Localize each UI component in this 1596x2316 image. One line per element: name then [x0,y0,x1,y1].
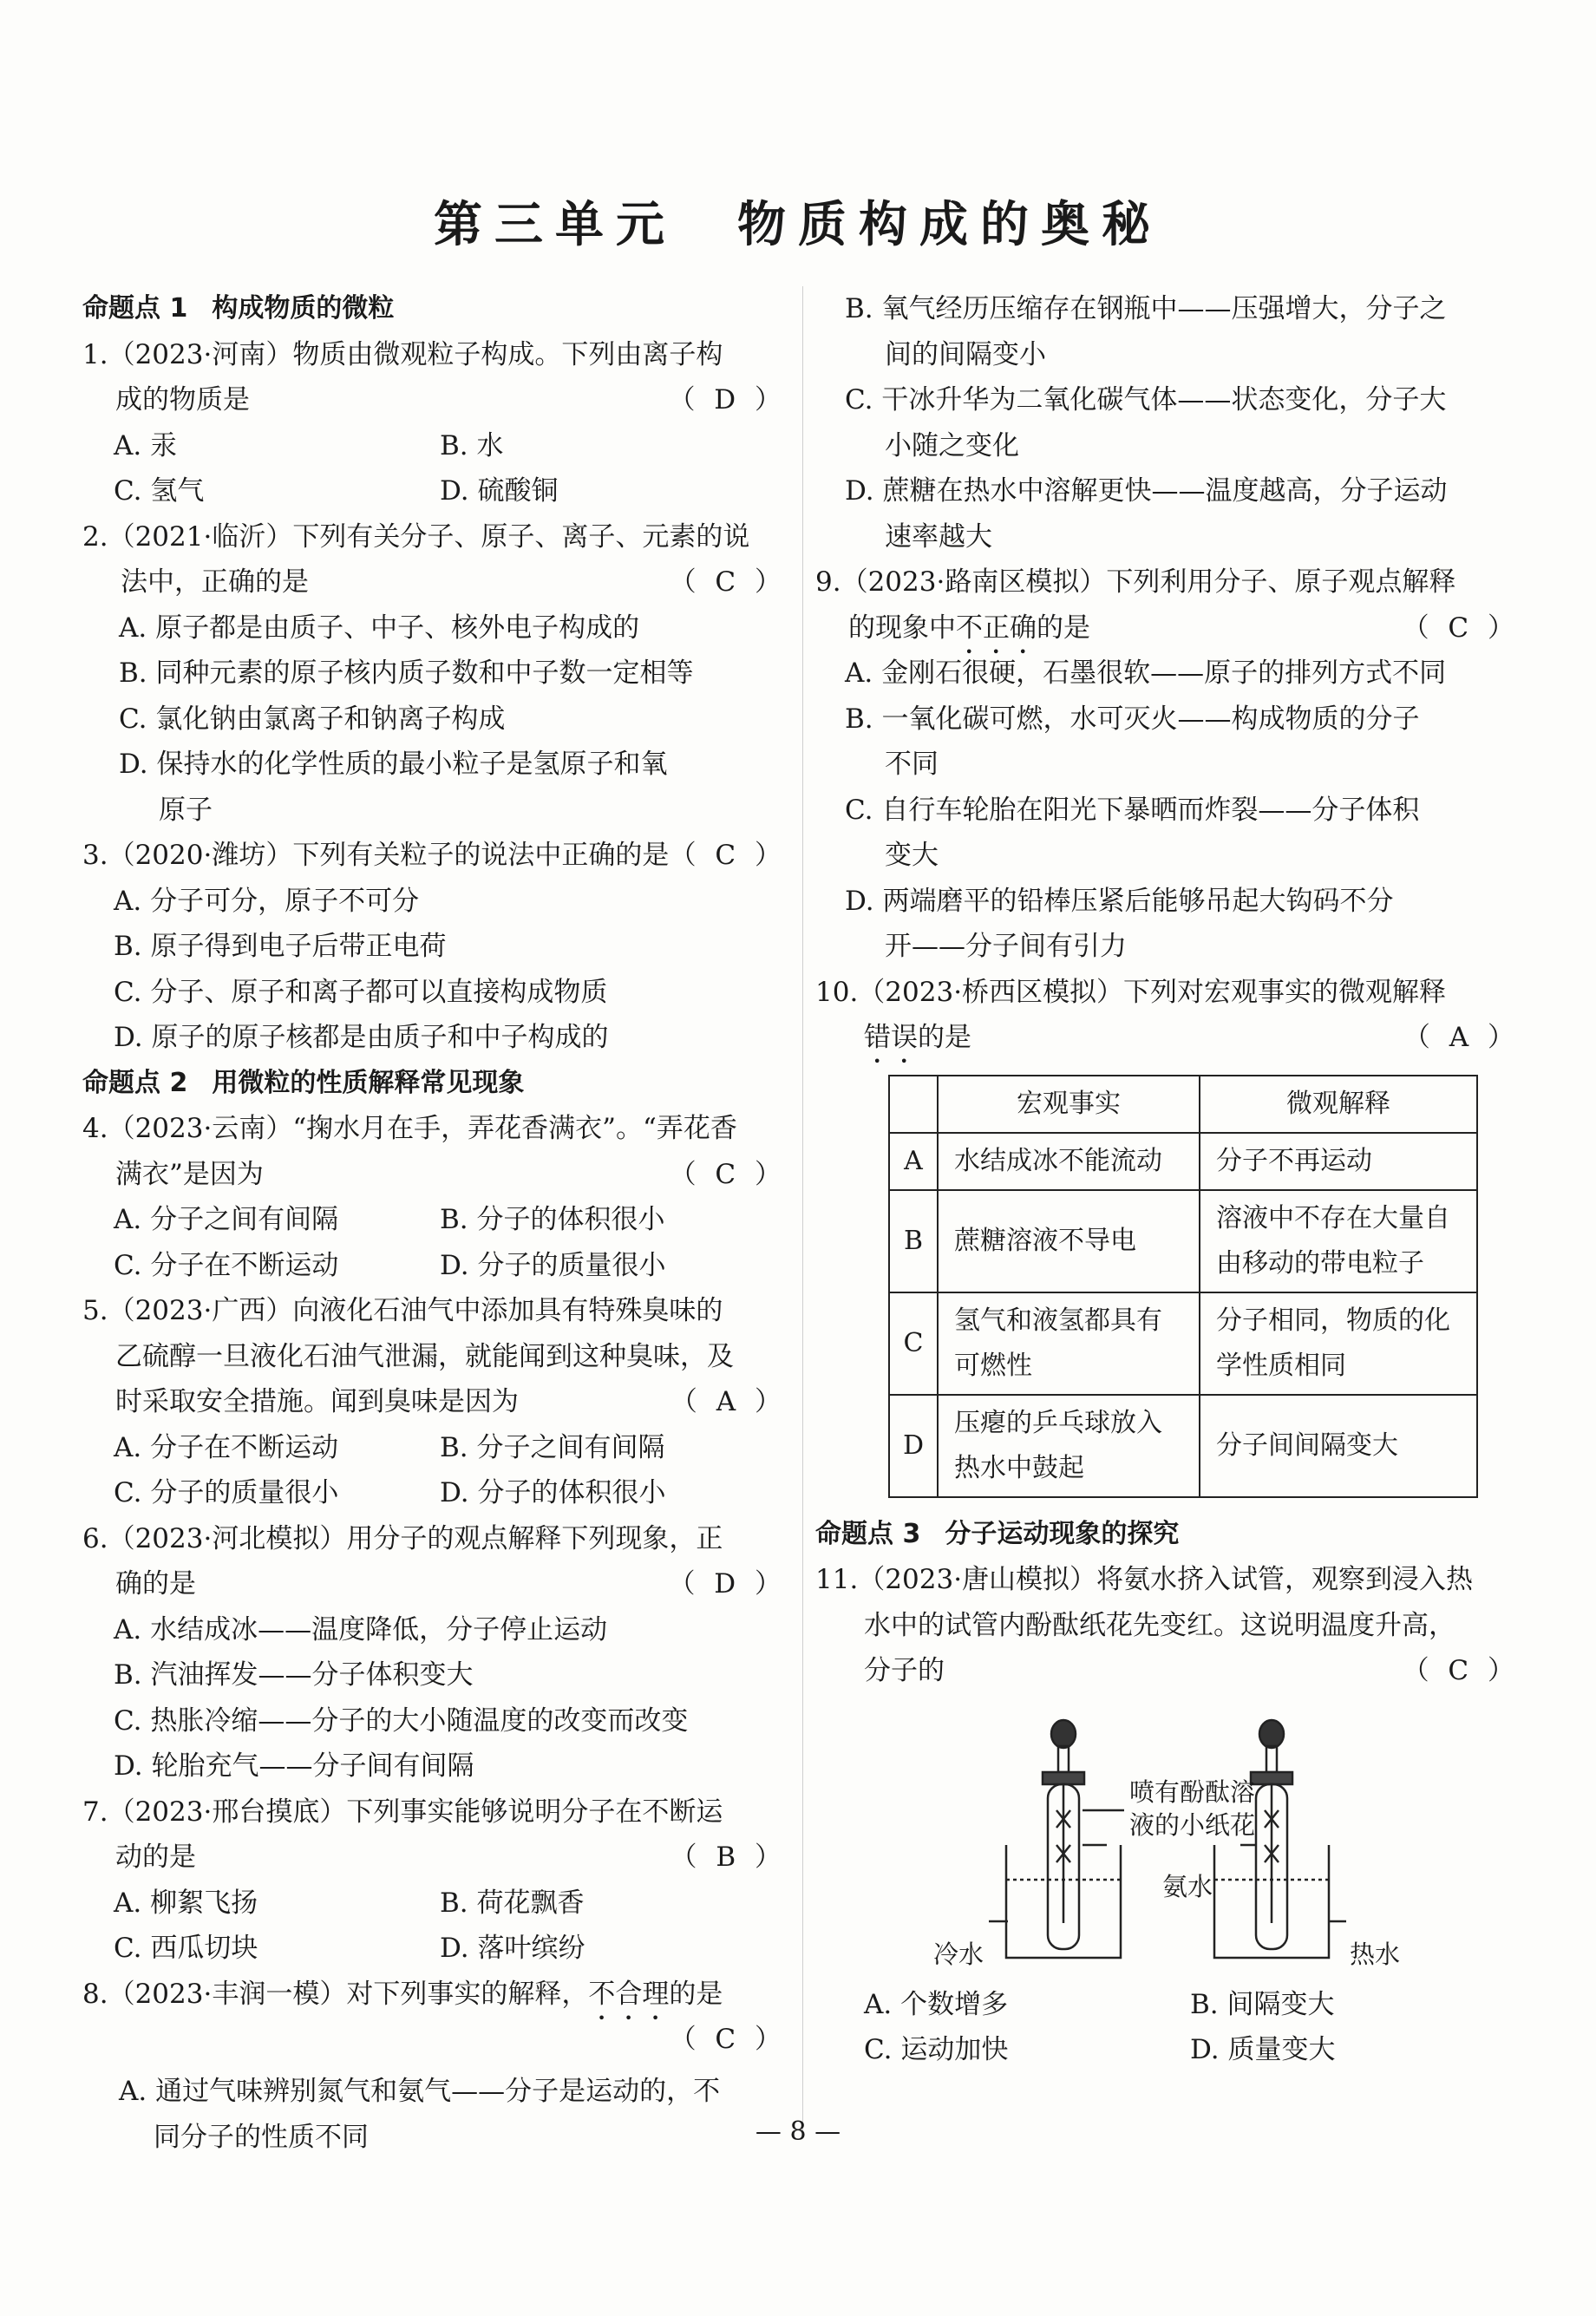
option-d: D. 原子的原子核都是由质子和中子构成的 [114,1022,609,1053]
table-header-cell: 微观解释 [1200,1076,1477,1133]
option-a: A. 原子都是由质子、中子、核外电子构成的 [119,612,640,644]
answer-mark: （ D ） [668,384,787,415]
dropper-bulb-left [1051,1720,1076,1748]
option-c: C. 氯化钠由氯离子和钠离子构成 [119,703,506,735]
option-d: D. 质量变大 [1190,2034,1336,2065]
question-stem: 2.（2021·临沂）下列有关分子、原子、离子、元素的说 [82,520,750,553]
option-a: A. 个数增多 [864,1988,1009,2020]
table-cell: D [889,1395,938,1497]
emphasis-text: 不合理 [588,1978,670,2010]
table-cell: A [889,1133,938,1190]
question-stem-cont: 法中，正确的是 [121,566,309,598]
question-2 [82,514,787,834]
question-stem: 11.（2023·唐山模拟）将氨水挤入试管，观察到浸入热 [815,1564,1474,1595]
answer-mark: （ D ） [668,1568,787,1600]
option-a: A. 分子可分，原子不可分 [114,885,420,917]
question-stem: 3.（2020·潍坊）下列有关粒子的说法中正确的是 [82,840,670,871]
option-d: D. 落叶缤纷 [440,1933,585,1964]
option-c-cont: 变大 [885,840,939,871]
question-8-continued [815,286,1520,559]
table-header-cell [889,1076,938,1133]
table-header-row [889,1076,1477,1133]
question-1 [82,332,787,514]
option-a: A. 通过气味辨别氮气和氨气——分子是运动的，不 [119,2076,721,2107]
option-b: B. 汽油挥发——分子体积变大 [114,1659,474,1691]
table-cell: C [889,1292,938,1395]
question-8: 8.（2023·丰润一模）对下列事实的解释，不合理的是 （ C ） A. 通过气味辨别氮气和氨气——分子是运动的，不 同分子的性质不同 [82,1972,787,2161]
question-6 [82,1516,787,1789]
figure-label-flower: 喷有酚酞溶 液的小纸花 [1129,1776,1256,1840]
question-stem: 7.（2023·邢台摸底）下列事实能够说明分子在不断运 [82,1796,723,1828]
option-a: A. 柳絮飞扬 [114,1887,258,1919]
table-cell: 水结成冰不能流动 [938,1133,1200,1190]
figure-label-cold-water: 冷水 [933,1939,984,1969]
question-stem-cont: 满衣”是因为 [115,1158,264,1190]
table-row [889,1395,1477,1497]
answer-mark: （ A ） [670,1386,787,1417]
option-d: D. 保持水的化学性质的最小粒子是氢原子和氧 [119,749,668,780]
option-c: C. 分子、原子和离子都可以直接构成物质 [114,976,608,1008]
question-stem: 1.（2023·河南）物质由微观粒子构成。下列由离子构 [82,338,723,370]
table-row [889,1190,1477,1292]
option-d-cont: 原子 [159,794,213,826]
table-cell: 分子不再运动 [1200,1133,1477,1190]
option-d: D. 轮胎充气——分子间有间隔 [114,1750,474,1782]
question-stem: 4.（2023·云南）“掬水月在手，弄花香满衣”。“弄花香 [82,1113,737,1144]
question-stem: 9.（2023·路南区模拟）下列利用分子、原子观点解释 [815,566,1456,598]
topic-heading-1: 命题点 1 构成物质的微粒 [82,293,395,324]
question-11 [815,1557,1520,2073]
table-cell: 溶液中不存在大量自由移动的带电粒子 [1200,1190,1477,1292]
table-cell: 蔗糖溶液不导电 [938,1190,1200,1292]
question-stem-cont: 时采取安全措施。闻到臭味是因为 [115,1386,519,1417]
option-b: B. 荷花飘香 [440,1887,585,1919]
emphasis-text: 不正确 [956,612,1037,644]
option-d: D. 蔗糖在热水中溶解更快——温度越高，分子运动 [845,475,1448,507]
option-a: A. 分子在不断运动 [114,1431,339,1463]
option-b-cont: 间的间隔变小 [885,338,1046,370]
question-4 [82,1106,787,1288]
figure-label-ammonia: 氨水 [1162,1871,1213,1901]
option-b: B. 分子的体积很小 [440,1204,665,1235]
table-cell: 氢气和液氢都具有可燃性 [938,1292,1200,1395]
answer-mark: （ A ） [1403,1022,1520,1053]
question-9: 9.（2023·路南区模拟）下列利用分子、原子观点解释 的现象中不正确的是 （ C ） A. 金刚石很硬，石墨很软——原子的排列方式不同 B. 一氧化碳可燃，水可灭火——构成物质的分子 不同 C. 自行车轮胎在阳光下暴晒而炸裂——分子体积 变大 D. 两端磨平的铅棒压紧后能够吊起大钩码不分 开——分子间有引力 [815,559,1520,970]
page-number: — 8 — [755,2116,841,2147]
topic-heading-3: 命题点 3 分子运动现象的探究 [815,1518,1180,1549]
question-stem-cont: 动的是 [115,1842,196,1873]
stopper-left [1043,1772,1084,1784]
figure-label-hot-water: 热水 [1350,1939,1401,1969]
option-d-cont: 速率越大 [885,520,992,553]
table-cell: 分子间间隔变大 [1200,1395,1477,1497]
dropper-bulb-right [1259,1720,1284,1748]
table-row [889,1292,1477,1395]
question-stem-cont: 的现象中 [848,612,956,644]
option-b: B. 分子之间有间隔 [440,1431,665,1463]
question-stem-cont: 乙硫醇一旦液化石油气泄漏，就能闻到这种臭味，及 [115,1340,734,1372]
option-c: C. 分子的质量很小 [114,1477,339,1508]
option-d: D. 分子的质量很小 [440,1249,666,1281]
question-stem: 10.（2023·桥西区模拟）下列对宏观事实的微观解释 [815,976,1447,1008]
stopper-right [1251,1772,1292,1784]
right-column [815,286,1520,2073]
answer-mark: （ C ） [1402,1655,1520,1686]
option-b: B. 同种元素的原子核内质子数和中子数一定相等 [119,658,694,689]
option-c: C. 干冰升华为二氧化碳气体——状态变化，分子大 [845,384,1447,415]
table-row [889,1133,1477,1190]
option-b: B. 一氧化碳可燃，水可灭火——构成物质的分子 [845,703,1420,735]
option-d: D. 两端磨平的铅棒压紧后能够吊起大钩码不分 [845,885,1394,917]
question-10 [815,970,1520,1498]
option-b-cont: 不同 [885,749,939,780]
option-a: A. 金刚石很硬，石墨很软——原子的排列方式不同 [845,658,1447,689]
table-cell: 分子相同，物质的化学性质相同 [1200,1292,1477,1395]
question-stem: 8.（2023·丰润一模）对下列事实的解释， [82,1978,589,2010]
topic-heading-2: 命题点 2 用微粒的性质解释常见现象 [82,1067,525,1098]
question-stem: 6.（2023·河北模拟）用分子的观点解释下列现象，正 [82,1522,723,1554]
option-c: C. 运动加快 [864,2034,1009,2065]
question-7 [82,1789,787,1972]
page-title: 第三单元 物质构成的奥秘 [434,196,1162,253]
dropper-tube-right [1266,1746,1277,1772]
question-5 [82,1288,787,1516]
option-a: A. 水结成冰——温度降低，分子停止运动 [114,1613,608,1645]
option-b: B. 水 [440,429,504,461]
question-stem-cont: 水中的试管内酚酞纸花先变红。这说明温度升高， [864,1609,1455,1641]
option-a-cont: 同分子的性质不同 [154,2121,369,2153]
table-cell: 压瘪的乒乓球放入热水中鼓起 [938,1395,1200,1497]
answer-mark: （ B ） [670,1842,787,1873]
experiment-figure [815,1715,1520,1975]
answer-mark: （ C ） [1402,612,1520,644]
table-header-cell: 宏观事实 [938,1076,1200,1133]
emphasis-text: 错误 [864,1022,918,1053]
option-a: A. 分子之间有间隔 [114,1204,339,1235]
option-c: C. 氢气 [114,475,205,507]
question-3 [82,833,787,1061]
dropper-tube-left [1058,1746,1069,1772]
ammonia-diffusion-diagram [815,1715,1520,1975]
column-divider [802,286,803,2134]
option-d: D. 分子的体积很小 [440,1477,666,1508]
answer-mark: （ C ） [669,566,787,598]
question-stem: 5.（2023·广西）向液化石油气中添加具有特殊臭味的 [82,1295,723,1326]
option-c: C. 热胀冷缩——分子的大小随温度的改变而改变 [114,1704,689,1737]
question-stem-cont: 的是 [918,1022,971,1053]
option-d-cont: 开——分子间有引力 [885,931,1127,962]
option-b: B. 间隔变大 [1190,1988,1335,2020]
question-stem-cont: 成的物质是 [115,384,250,415]
option-c-cont: 小随之变化 [885,429,1019,461]
question-stem-cont: 分子的 [864,1655,945,1686]
option-d: D. 硫酸铜 [440,475,559,507]
answer-mark: （ C ） [669,1158,787,1190]
option-c: C. 分子在不断运动 [114,1249,339,1281]
option-a: A. 汞 [114,429,178,461]
explanation-table [888,1075,1478,1498]
table-cell: B [889,1190,938,1292]
question-stem-cont: 确的是 [115,1568,196,1600]
answer-mark: （ C ） [669,840,787,871]
answer-mark: （ C ） [669,2024,787,2055]
option-c: C. 自行车轮胎在阳光下暴晒而炸裂——分子体积 [845,794,1420,826]
option-b: B. 氧气经历压缩存在钢瓶中——压强增大，分子之 [845,293,1447,324]
left-column [82,286,787,2160]
option-c: C. 西瓜切块 [114,1933,258,1964]
option-b: B. 原子得到电子后带正电荷 [114,931,447,962]
